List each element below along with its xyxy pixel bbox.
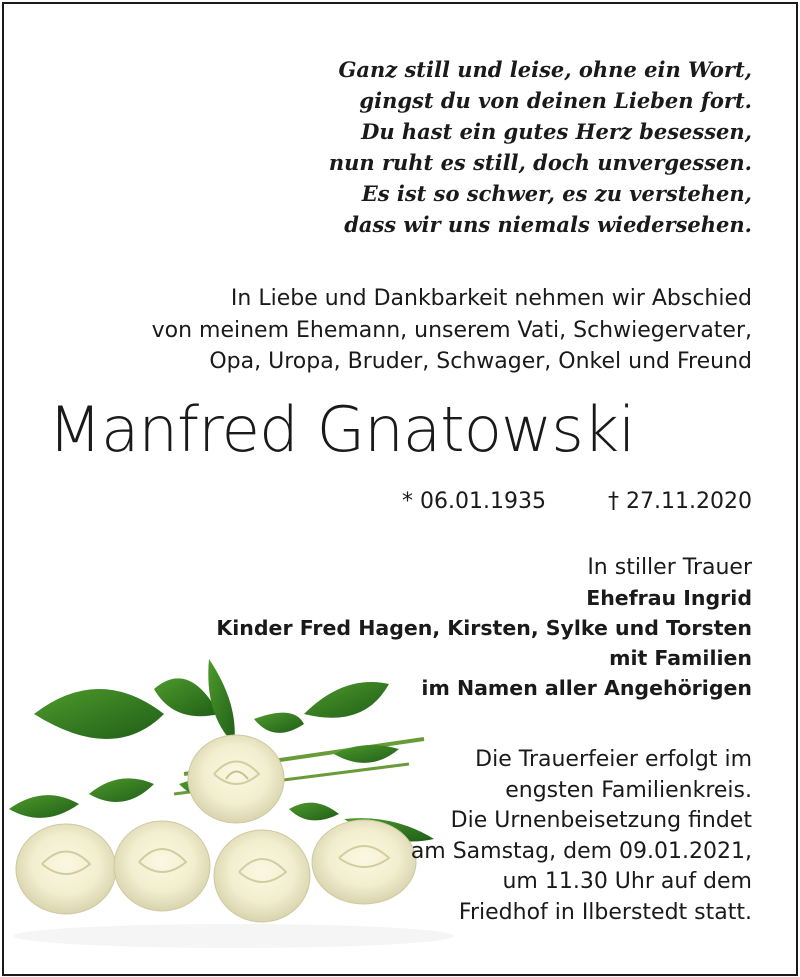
ceremony-line: um 11.30 Uhr auf dem	[502, 869, 752, 894]
obituary-notice	[2, 2, 798, 976]
birth-date: * 06.01.1935	[402, 489, 546, 514]
farewell-line: von meinem Ehemann, unserem Vati, Schwiegervater,	[151, 317, 752, 343]
ceremony-line: engsten Familienkreis.	[505, 777, 752, 803]
poem-line: Du hast ein gutes Herz besessen,	[361, 119, 752, 144]
mourner-line: Kinder Fred Hagen, Kirsten, Sylke und Torsten	[216, 616, 752, 640]
mourners-heading: In stiller Trauer	[587, 555, 752, 580]
ceremony-line: Die Urnenbeisetzung findet	[450, 808, 752, 833]
mourner-line: mit Familien	[609, 646, 752, 670]
farewell-text	[152, 283, 752, 378]
mourner-line: Ehefrau Ingrid	[586, 586, 752, 610]
poem-line: Es ist so schwer, es zu verstehen,	[361, 181, 752, 206]
ceremony-info	[411, 745, 752, 928]
death-date: † 27.11.2020	[608, 489, 752, 514]
deceased-name: Manfred Gnatowski	[48, 393, 635, 466]
mourner-line: im Namen aller Angehörigen	[421, 676, 752, 700]
poem-line: dass wir uns niemals wiedersehen.	[344, 212, 752, 237]
white-roses-image	[4, 644, 474, 974]
ceremony-line: Die Trauerfeier erfolgt im	[475, 747, 752, 772]
farewell-line: In Liebe und Dankbarkeit nehmen wir Abschied	[230, 286, 752, 311]
poem-line: gingst du von deinen Lieben fort.	[359, 88, 752, 113]
poem	[329, 54, 752, 240]
poem-line: Ganz still und leise, ohne ein Wort,	[338, 57, 752, 82]
rose	[188, 735, 284, 823]
ceremony-line: Friedhof in Ilberstedt statt.	[458, 899, 752, 925]
ceremony-line: am Samstag, dem 09.01.2021,	[410, 838, 752, 864]
farewell-line: Opa, Uropa, Bruder, Schwager, Onkel und Freund	[209, 349, 752, 374]
poem-line: nun ruht es still, doch unvergessen.	[328, 150, 752, 175]
